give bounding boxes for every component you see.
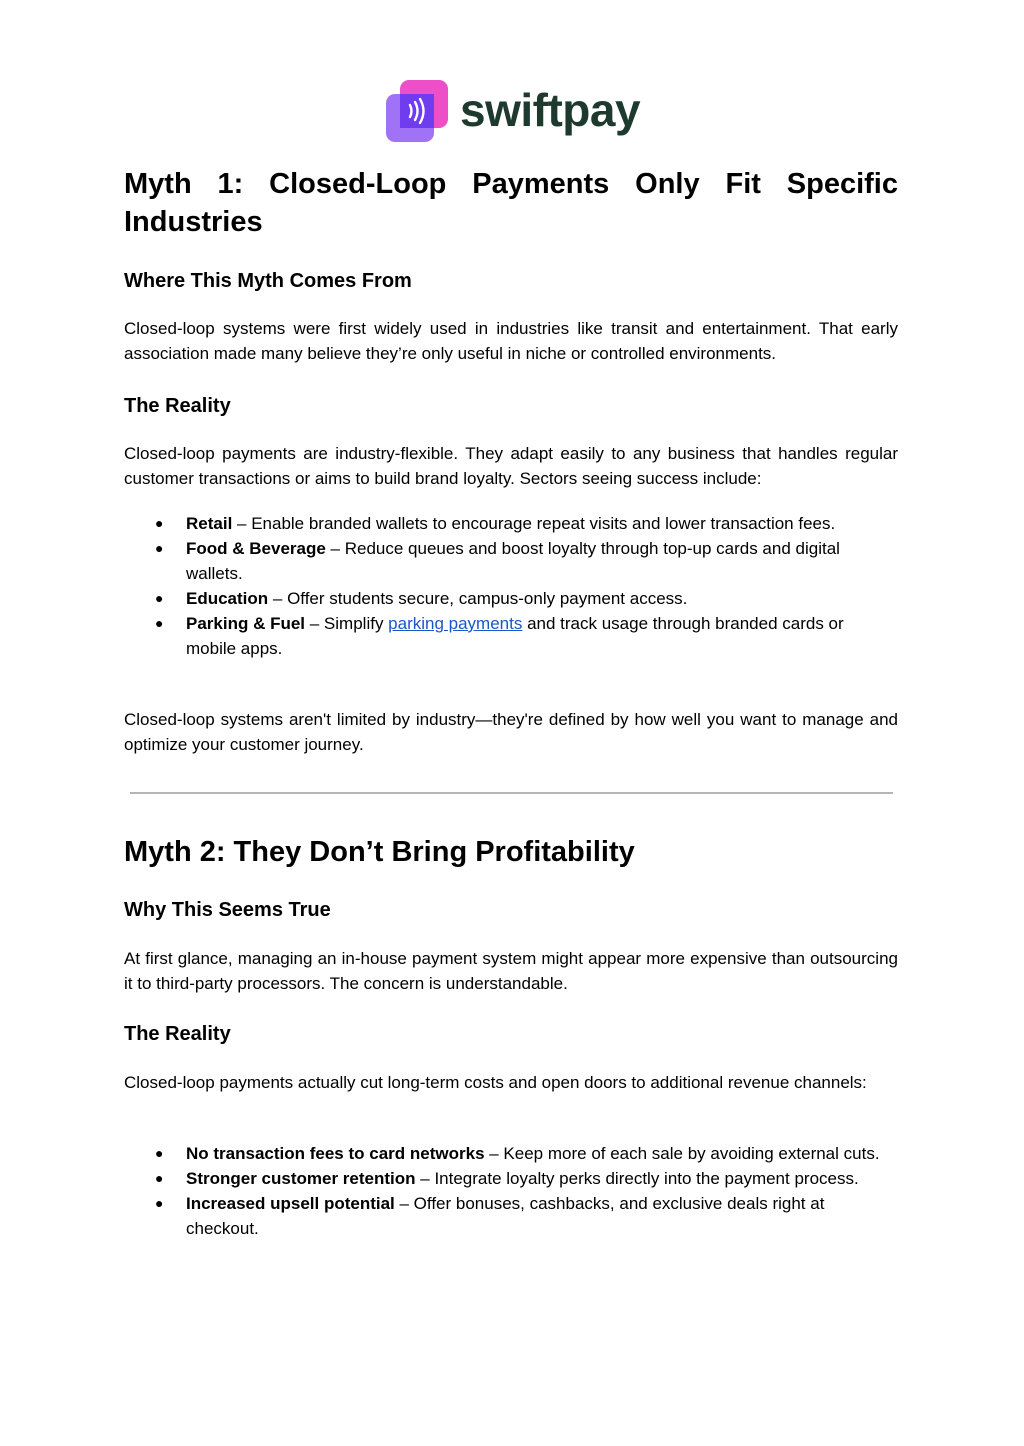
section-divider [130, 792, 893, 794]
myth1-reality-heading: The Reality [124, 395, 231, 417]
myth2-title: Myth 2: They Don’t Bring Profitability [124, 836, 635, 868]
myth2-origin-heading: Why This Seems True [124, 899, 331, 921]
list-item: ● Increased upsell potential – Offer bonuses, cashbacks, and exclusive deals right at checkout. [155, 1194, 825, 1238]
list-item: ● Stronger customer retention – Integrate loyalty perks directly into the payment process. [155, 1169, 859, 1188]
myth2-benefit-list [124, 1141, 898, 1241]
myth1-title: Myth 1: Closed-Loop Payments Only Fit Specific Industries [124, 168, 898, 238]
myth1-conclusion: Closed-loop systems aren't limited by industry—they're defined by how well you want to manage and optimize your customer journey. [124, 710, 898, 754]
contactless-pay-icon [386, 80, 448, 142]
myth2-origin-text: At first glance, managing an in-house payment system might appear more expensive than outsourcing it to third-party processors. The concern is understandable. [124, 949, 898, 993]
myth1-origin-text: Closed-loop systems were first widely used in industries like transit and entertainment. That early association made many believe they’re only useful in niche or controlled environments. [124, 319, 898, 363]
myth1-sector-list [124, 511, 898, 661]
parking-payments-link[interactable]: parking payments [388, 614, 523, 633]
swiftpay-logo [386, 80, 641, 144]
list-item: ● Parking & Fuel – Simplify parking payments and track usage through branded cards or mobile apps. [155, 614, 844, 658]
list-item: ● Food & Beverage – Reduce queues and boost loyalty through top-up cards and digital wallets. [155, 539, 840, 583]
brand-name: swiftpay [460, 84, 641, 136]
myth2-reality-text: Closed-loop payments actually cut long-term costs and open doors to additional revenue channels: [124, 1073, 867, 1092]
myth2-reality-heading: The Reality [124, 1023, 231, 1045]
list-item: ● Retail – Enable branded wallets to encourage repeat visits and lower transaction fees. [155, 514, 836, 533]
myth1-reality-text: Closed-loop payments are industry-flexible. They adapt easily to any business that handles regular customer transactions or aims to build brand loyalty. Sectors seeing success include: [124, 444, 898, 488]
list-item: ● Education – Offer students secure, campus-only payment access. [155, 589, 688, 608]
list-item: ● No transaction fees to card networks – Keep more of each sale by avoiding external cuts. [155, 1144, 880, 1163]
myth1-origin-heading: Where This Myth Comes From [124, 270, 412, 292]
